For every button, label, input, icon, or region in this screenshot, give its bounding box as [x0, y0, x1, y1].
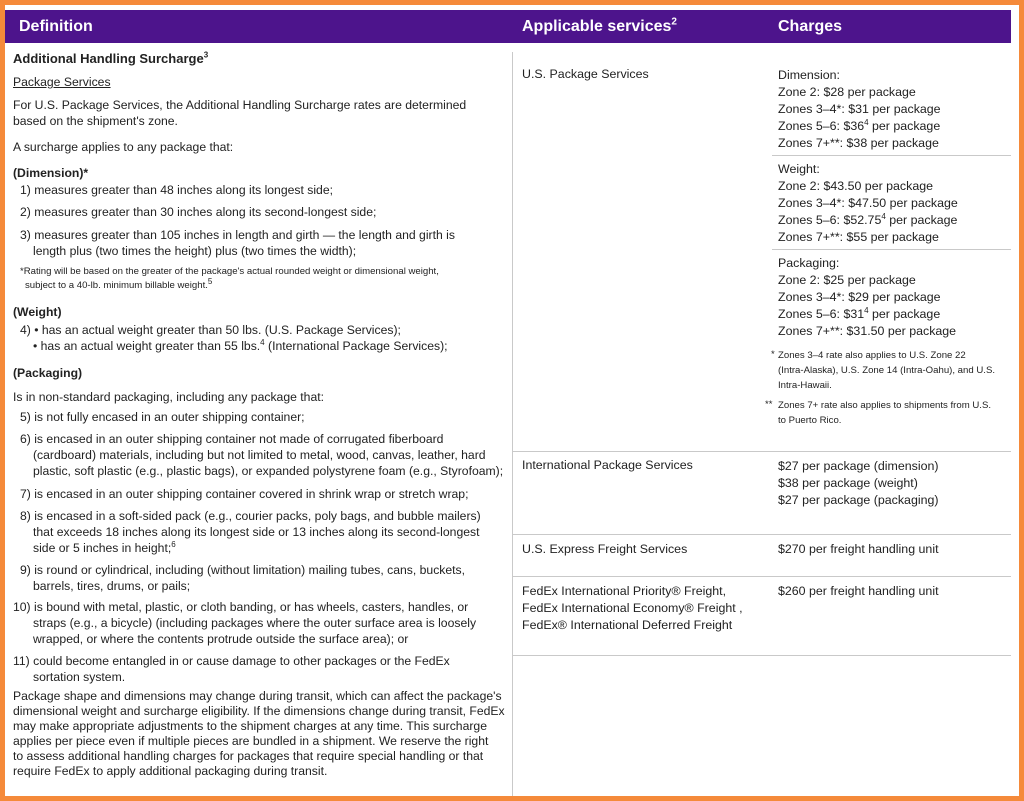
intro-line: For U.S. Package Services, the Additional Handling Surcharge rates are determined: [13, 98, 467, 112]
charge-line: $270 per freight handling unit: [778, 542, 939, 556]
applies-text: A surcharge applies to any package that:: [13, 140, 234, 154]
list-item: that exceeds 18 inches along its longest side or 13 inches along its second-longest: [33, 525, 480, 539]
table-header: [5, 10, 1011, 43]
surcharge-table: [5, 5, 1019, 796]
charge-weight-heading: Weight:: [778, 162, 820, 176]
list-item: side or 5 inches in height;$^6$: [33, 539, 176, 555]
intro-line: based on the shipment's zone.: [13, 114, 178, 128]
packaging-heading: (Packaging): [13, 366, 83, 380]
row-divider: [513, 534, 1011, 535]
charge-dimension-heading: Dimension:: [778, 68, 840, 82]
charge-divider: [772, 249, 1011, 250]
zone-note: to Puerto Rico.: [778, 415, 842, 426]
zone-note: Zones 7+ rate also applies to shipments from U.S.: [778, 400, 992, 411]
list-item: 2) measures greater than 30 inches along its second-longest side;: [20, 205, 377, 219]
charge-packaging-heading: Packaging:: [778, 256, 840, 270]
service-fedex-freight: FedEx® International Deferred Freight: [522, 618, 733, 632]
service-us-express-freight: U.S. Express Freight Services: [522, 542, 688, 556]
closing-text: to assess additional handling charges for packages that require special handling or that: [13, 749, 484, 763]
list-item: 5) is not fully encased in an outer shipping container;: [20, 410, 305, 424]
charge-line: Zones 5–6: $52.75$^4$ per package: [778, 211, 958, 227]
charge-line: Zones 5–6: $\$36^4$ per package: [778, 117, 941, 133]
dimension-note: subject to a 40-lb. minimum billable weight.$^5$: [25, 276, 213, 291]
packaging-intro: Is in non-standard packaging, including any package that:: [13, 390, 324, 404]
header-applicable-services: Applicable services$^2$: [522, 16, 677, 35]
closing-text: require FedEx to apply additional packaging during transit.: [13, 764, 328, 778]
zone-note-mark: *: [771, 349, 775, 360]
charge-line: $27 per package (packaging): [778, 493, 939, 507]
charge-line: Zones 3–4*: $29 per package: [778, 290, 941, 304]
row-divider: [513, 576, 1011, 577]
service-fedex-freight: FedEx International Priority® Freight,: [522, 584, 727, 598]
list-item: plastic, soft plastic (e.g., plastic bags), or expanded polystyrene foam (e.g., Styrofoam);: [33, 464, 504, 478]
list-item: 10) is bound with metal, plastic, or cloth banding, or has wheels, casters, handles, or: [13, 600, 469, 614]
charge-line: Zone 2: $43.50 per package: [778, 179, 933, 193]
list-item: 9) is round or cylindrical, including (without limitation) mailing tubes, cans, buckets,: [20, 563, 466, 577]
row-divider: [513, 451, 1011, 452]
row-divider: [513, 655, 1011, 656]
list-item: 3) measures greater than 105 inches in length and girth — the length and girth is: [20, 228, 455, 242]
list-item: sortation system.: [33, 670, 126, 684]
closing-text: dimensional weight and surcharge eligibility. If the dimensions change during transit, FedEx: [13, 704, 505, 718]
charge-line: Zones 3–4*: $47.50 per package: [778, 196, 958, 210]
charge-line: $260 per freight handling unit: [778, 584, 939, 598]
list-item: 11) could become entangled in or cause damage to other packages or the FedEx: [13, 654, 450, 668]
list-item: wrapped, or where the contents protrude outside the surface area); or: [33, 632, 409, 646]
list-item: length plus (two times the height) plus (two times the width);: [33, 244, 357, 258]
list-item: 6) is encased in an outer shipping container not made of corrugated fiberboard: [20, 432, 444, 446]
list-item: 8) is encased in a soft-sided pack (e.g., courier packs, poly bags, and bubble mailers): [20, 509, 481, 523]
zone-note: (Intra-Alaska), U.S. Zone 14 (Intra-Oahu), and U.S.: [778, 365, 996, 376]
closing-text: applies per piece even if multiple pieces are bundled in a shipment. We reserve the right: [13, 734, 489, 748]
dimension-note: *Rating will be based on the greater of the package's actual rounded weight or dimensional weight,: [20, 266, 439, 277]
list-item: 7) is encased in an outer shipping container covered in shrink wrap or stretch wrap;: [20, 487, 469, 501]
column-divider: [512, 52, 513, 796]
zone-note-mark: **: [765, 399, 773, 410]
weight-heading: (Weight): [13, 305, 62, 319]
surcharge-title: Additional Handling Surcharge$^3$: [13, 50, 209, 66]
charge-line: Zones 7+**: $38 per package: [778, 136, 939, 150]
list-item: barrels, tires, drums, or pails;: [33, 579, 191, 593]
charge-line: $27 per package (dimension): [778, 459, 939, 473]
header-charges: Charges: [778, 18, 843, 35]
service-international-package: International Package Services: [522, 458, 693, 472]
charge-line: Zones 3–4*: $31 per package: [778, 102, 941, 116]
list-item: 1) measures greater than 48 inches along its longest side;: [20, 183, 333, 197]
zone-note: Intra-Hawaii.: [778, 380, 832, 391]
list-item: • has an actual weight greater than 55 lbs.$^4$ (International Package Services);: [33, 337, 448, 353]
charge-line: Zones 5–6: $\$31^4$ per package: [778, 305, 941, 321]
closing-text: may make appropriate adjustments to the shipment charges at any time. This surcharge: [13, 719, 487, 733]
header-definition: Definition: [19, 18, 93, 35]
dimension-heading: (Dimension)*: [13, 166, 89, 180]
charge-line: Zone 2: $28 per package: [778, 85, 916, 99]
list-item: (cardboard) materials, including but not limited to metal, wood, canvas, leather, hard: [33, 448, 486, 462]
closing-text: Package shape and dimensions may change during transit, which can affect the package's: [13, 689, 502, 703]
charge-line: Zones 7+**: $31.50 per package: [778, 324, 957, 338]
service-fedex-freight: FedEx International Economy® Freight ,: [522, 601, 743, 615]
service-us-package: U.S. Package Services: [522, 67, 649, 81]
list-item: straps (e.g., a bicycle) (including packages where the outer surface area is loosely: [33, 616, 477, 630]
charge-line: Zones 7+**: $55 per package: [778, 230, 939, 244]
charge-divider: [772, 155, 1011, 156]
charge-line: Zone 2: $25 per package: [778, 273, 916, 287]
charge-line: $38 per package (weight): [778, 476, 918, 490]
list-item: 4) • has an actual weight greater than 50 lbs. (U.S. Package Services);: [20, 323, 401, 337]
package-services-subtitle: Package Services: [13, 75, 111, 89]
zone-note: Zones 3–4 rate also applies to U.S. Zone 22: [778, 350, 966, 361]
